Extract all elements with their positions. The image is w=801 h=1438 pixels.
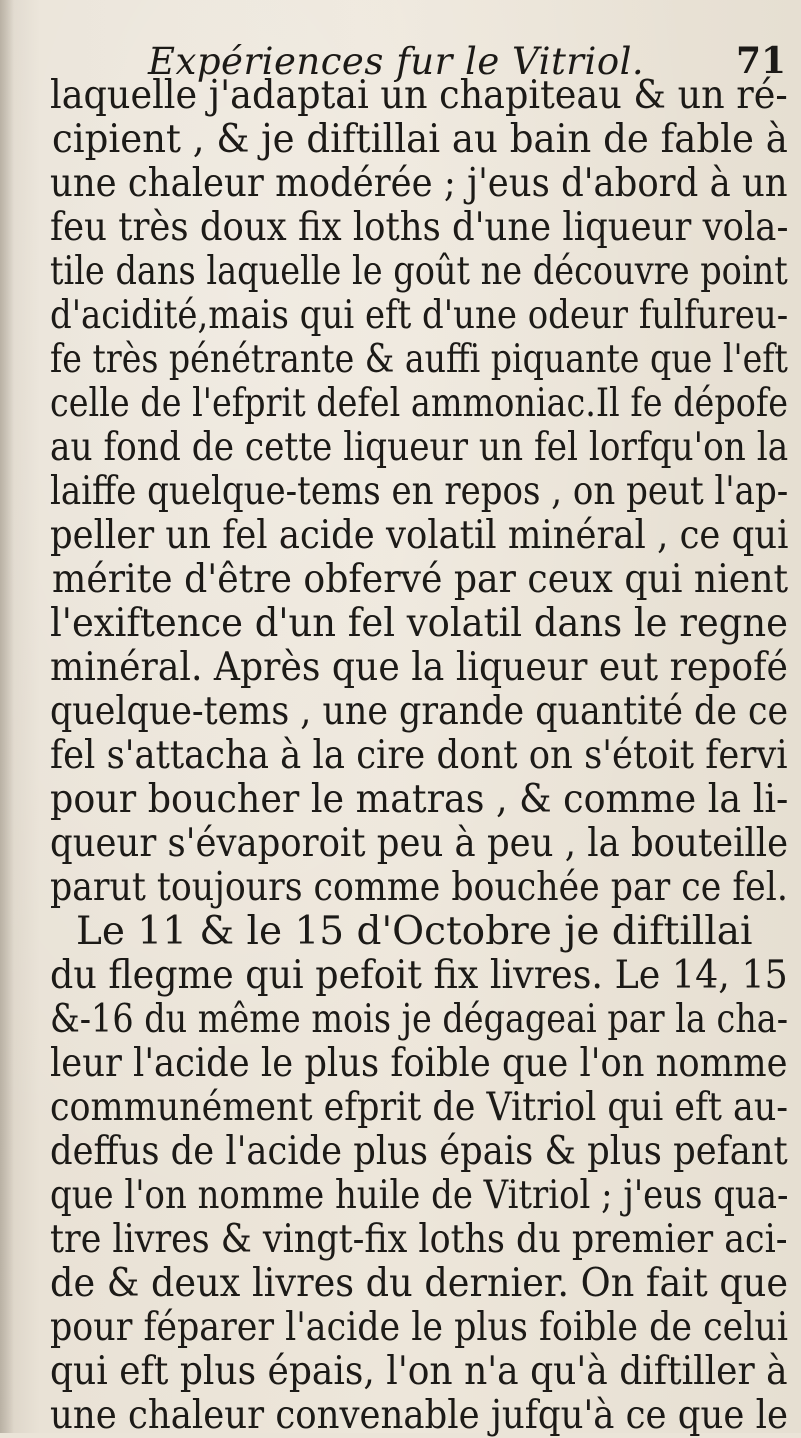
text-line: &-16 du même mois je dégageai par la cha-: [50, 997, 788, 1042]
text-line: d'acidité,mais qui eft d'une odeur fulfureu-: [50, 293, 789, 338]
text-line: du flegme qui pefoit fix livres. Le 14, 15: [50, 953, 788, 998]
text-line: pour boucher le matras , & comme la li-: [50, 777, 789, 822]
text-line: parut toujours comme bouchée par ce fel.: [50, 865, 788, 910]
text-line: leur l'acide le plus foible que l'on nomme: [50, 1041, 788, 1086]
text-line: laiffe quelque-tems en repos , on peut l'ap-: [50, 469, 789, 514]
text-line: de & deux livres du dernier. On fait que: [50, 1261, 789, 1306]
text-line: celle de l'efprit defel ammoniac.Il fe dépofe: [50, 381, 789, 426]
running-title: Expériences fur le Vitriol.: [148, 40, 645, 83]
text-line: une chaleur convenable jufqu'à ce que le: [50, 1393, 789, 1438]
text-line: fel s'attacha à la cire dont on s'étoit fervi: [50, 733, 788, 778]
text-line: au fond de cette liqueur un fel lorfqu'on la: [50, 425, 789, 470]
text-line: cipient , & je diftillai au bain de fable à: [52, 117, 788, 162]
text-line: deffus de l'acide plus épais & plus pefant: [50, 1129, 788, 1174]
text-line: une chaleur modérée ; j'eus d'abord à un: [50, 161, 788, 206]
text-line: l'exiftence d'un fel volatil dans le regne: [50, 601, 788, 646]
text-line: feu très doux fix loths d'une liqueur vola-: [50, 205, 789, 250]
page-gutter-shadow: [0, 0, 14, 1433]
text-line: peller un fel acide volatil minéral , ce qui: [50, 513, 789, 558]
page-number: 71: [736, 40, 787, 82]
text-line: communément efprit de Vitriol qui eft au-: [50, 1085, 789, 1130]
text-line: laquelle j'adaptai un chapiteau & un ré-: [50, 73, 788, 118]
text-line: fe très pénétrante & auffi piquante que l'eft: [50, 337, 788, 382]
text-line: mérite d'être obfervé par ceux qui nient: [52, 557, 789, 602]
text-line: tile dans laquelle le goût ne découvre point: [50, 249, 788, 294]
text-line: Le 11 & le 15 d'Octobre je diftillai: [76, 909, 753, 954]
text-line: que l'on nomme huile de Vitriol ; j'eus qua-: [50, 1173, 789, 1218]
text-line: qui eft plus épais, l'on n'a qu'à diftiller à: [50, 1349, 788, 1394]
text-line: tre livres & vingt-fix loths du premier aci-: [50, 1217, 788, 1262]
text-line: quelque-tems , une grande quantité de ce: [50, 689, 789, 734]
text-line: minéral. Après que la liqueur eut repofé: [50, 645, 788, 690]
text-line: pour féparer l'acide le plus foible de celui: [50, 1305, 788, 1350]
text-line: queur s'évaporoit peu à peu , la bouteille: [50, 821, 789, 866]
